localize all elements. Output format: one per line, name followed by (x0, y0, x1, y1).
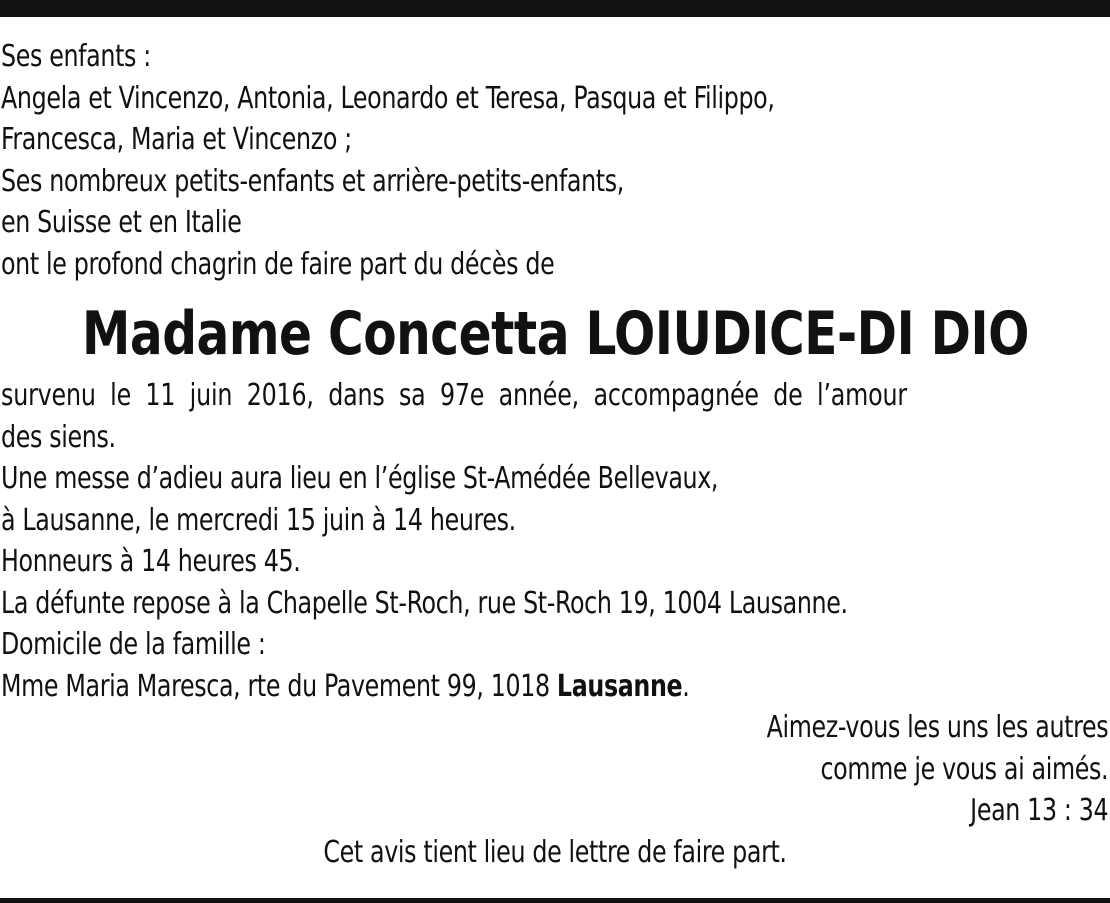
details-line-2: des siens. (1, 419, 116, 455)
details-line-5: Honneurs à 14 heures 45. (1, 544, 301, 579)
family-intro-line-6: ont le profond chagrin de faire part du décès de (1, 246, 555, 282)
family-intro-line-4: Ses nombreux petits-enfants et arrière-petits-enfants, (1, 163, 624, 199)
details-line-6: La défunte repose à la Chapelle St-Roch, rue St-Roch 19, 1004 Lausanne. (1, 585, 848, 621)
family-address (1, 666, 977, 708)
deceased-name: Madame Concetta LOIUDICE-DI DIO (82, 299, 1029, 369)
address-city: Lausanne (556, 668, 683, 704)
details-line-1: survenu le 11 juin 2016, dans sa 97e année, accompagnée de l’amour (1, 378, 907, 413)
top-border-rule (0, 0, 1110, 17)
bottom-border-rule (0, 898, 1110, 903)
family-intro-line-2: Angela et Vincenzo, Antonia, Leonardo et Teresa, Pasqua et Filippo, (1, 80, 775, 116)
details-line-7: Domicile de la famille : (1, 627, 266, 662)
quote-line-2: comme je vous ai aimés. (820, 751, 1109, 787)
quote-line-1: Aimez-vous les uns les autres (766, 710, 1109, 745)
address-suffix: . (682, 668, 690, 704)
details-line-3: Une messe d’adieu aura lieu en l’église St-Amédée Bellevaux, (1, 461, 719, 496)
family-intro-line-3: Francesca, Maria et Vincenzo ; (1, 122, 352, 157)
quote-reference: Jean 13 : 34 (970, 793, 1109, 828)
address-prefix: Mme Maria Maresca, rte du Pavement 99, 1018 (1, 668, 557, 704)
obituary-notice (0, 36, 1110, 873)
closing-statement: Cet avis tient lieu de lettre de faire part. (323, 834, 787, 870)
family-intro-line-5: en Suisse et en Italie (1, 205, 242, 240)
family-intro-line-1: Ses enfants : (1, 39, 151, 74)
details-line-4: à Lausanne, le mercredi 15 juin à 14 heures. (1, 502, 516, 538)
